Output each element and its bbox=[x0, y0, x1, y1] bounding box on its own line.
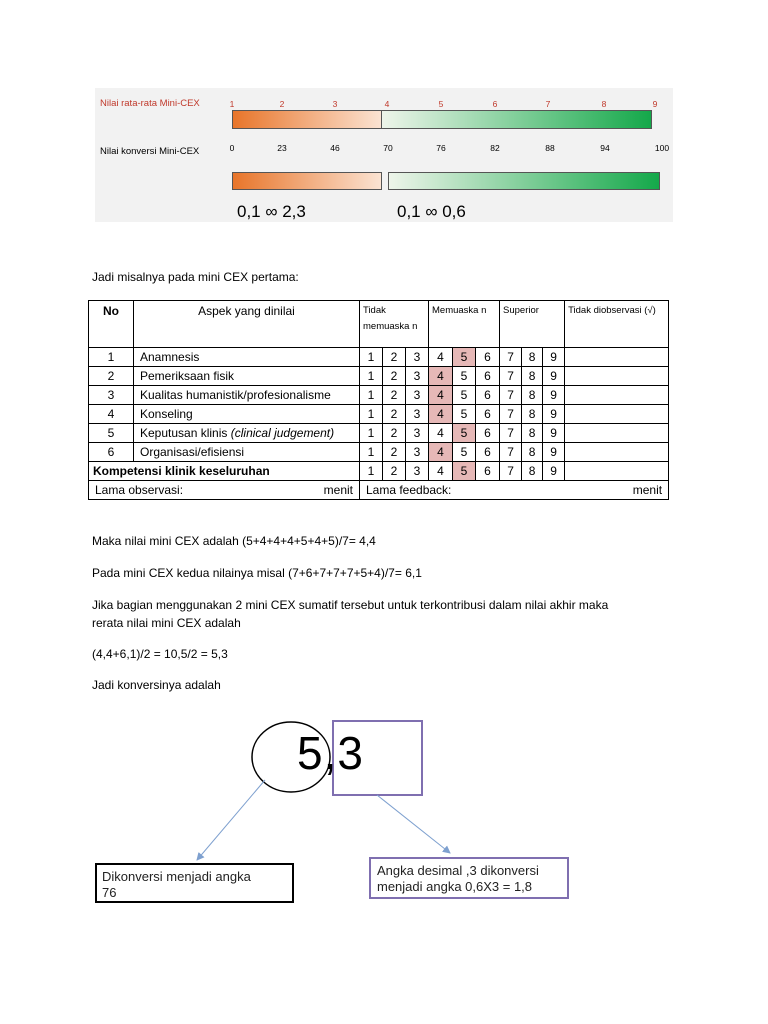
score-cell: 4 bbox=[429, 462, 453, 481]
not-observed-cell bbox=[565, 424, 669, 443]
left-box-line2: 76 bbox=[102, 885, 117, 900]
evaluation-table bbox=[88, 300, 669, 500]
score-cell: 9 bbox=[543, 386, 565, 405]
not-observed-cell bbox=[565, 462, 669, 481]
row-number: 1 bbox=[89, 348, 134, 367]
score-cell: 8 bbox=[522, 424, 543, 443]
score-cell-selected: 4 bbox=[429, 443, 453, 462]
score-cell: 7 bbox=[500, 367, 522, 386]
average-tick: 8 bbox=[601, 99, 607, 109]
header-aspek: Aspek yang dinilai bbox=[134, 301, 360, 348]
scale-bar-orange-bottom bbox=[232, 172, 382, 190]
score-cell: 2 bbox=[383, 424, 406, 443]
score-cell: 8 bbox=[522, 367, 543, 386]
row-number: 5 bbox=[89, 424, 134, 443]
row-aspect: Organisasi/efisiensi bbox=[134, 443, 360, 462]
table-row bbox=[89, 348, 669, 367]
not-observed-cell bbox=[565, 386, 669, 405]
score-cell: 3 bbox=[406, 462, 429, 481]
scale-bar-green-bottom bbox=[388, 172, 660, 190]
average-tick: 5 bbox=[438, 99, 444, 109]
intro-text: Jadi misalnya pada mini CEX pertama: bbox=[92, 270, 299, 284]
not-observed-cell bbox=[565, 443, 669, 462]
score-cell: 2 bbox=[383, 405, 406, 424]
score-cell: 4 bbox=[429, 424, 453, 443]
conversion-heading: Jadi konversinya adalah bbox=[92, 678, 221, 692]
observation-duration: menit Lama observasi: bbox=[89, 481, 360, 500]
header-no: No bbox=[89, 301, 134, 348]
big-number-integer: 5 bbox=[297, 727, 324, 779]
overall-label: Kompetensi klinik keseluruhan bbox=[89, 462, 360, 481]
score-cell: 9 bbox=[543, 462, 565, 481]
score-cell: 9 bbox=[543, 424, 565, 443]
score-cell: 9 bbox=[543, 348, 565, 367]
big-number bbox=[297, 726, 364, 780]
average-tick: 3 bbox=[332, 99, 338, 109]
converted-tick: 46 bbox=[330, 143, 340, 153]
score-cell: 8 bbox=[522, 462, 543, 481]
conversion-scale-figure bbox=[95, 88, 673, 222]
table-row bbox=[89, 443, 669, 462]
converted-tick: 100 bbox=[654, 143, 670, 153]
score-cell: 3 bbox=[406, 367, 429, 386]
average-tick: 9 bbox=[652, 99, 658, 109]
score-cell-selected: 5 bbox=[453, 424, 476, 443]
converted-score-label: Nilai konversi Mini-CEX bbox=[100, 146, 200, 157]
score-cell: 8 bbox=[522, 405, 543, 424]
score-cell: 1 bbox=[360, 443, 383, 462]
left-box-line1: Dikonversi menjadi angka bbox=[102, 869, 251, 884]
row-aspect: Anamnesis bbox=[134, 348, 360, 367]
explanation-line1: Jika bagian menggunakan 2 mini CEX sumatif tersebut untuk terkontribusi dalam nilai akhir maka bbox=[92, 598, 609, 612]
converted-tick: 0 bbox=[229, 143, 235, 153]
score-cell: 4 bbox=[429, 348, 453, 367]
header-tidak-diobservasi: Tidak diobservasi (√) bbox=[565, 301, 669, 348]
score-cell: 7 bbox=[500, 386, 522, 405]
big-number-decimal: ,3 bbox=[323, 727, 364, 779]
score-cell: 1 bbox=[360, 386, 383, 405]
calc-first: Maka nilai mini CEX adalah (5+4+4+4+5+4+5)/7= 4,4 bbox=[92, 534, 376, 548]
converted-tick: 82 bbox=[490, 143, 500, 153]
average-tick: 7 bbox=[545, 99, 551, 109]
converted-tick: 70 bbox=[383, 143, 393, 153]
score-cell: 7 bbox=[500, 405, 522, 424]
converted-tick: 94 bbox=[600, 143, 610, 153]
score-cell: 2 bbox=[383, 386, 406, 405]
average-tick: 2 bbox=[279, 99, 285, 109]
score-cell-selected: 4 bbox=[429, 367, 453, 386]
table-row bbox=[89, 386, 669, 405]
score-cell: 6 bbox=[476, 367, 500, 386]
not-observed-cell bbox=[565, 405, 669, 424]
score-cell: 5 bbox=[453, 405, 476, 424]
explanation-line2: rerata nilai mini CEX adalah bbox=[92, 616, 241, 630]
not-observed-cell bbox=[565, 367, 669, 386]
score-cell: 3 bbox=[406, 405, 429, 424]
arrow-right bbox=[377, 795, 450, 853]
calc-average: (4,4+6,1)/2 = 10,5/2 = 5,3 bbox=[92, 647, 228, 661]
score-cell: 1 bbox=[360, 348, 383, 367]
score-cell: 7 bbox=[500, 424, 522, 443]
row-number: 6 bbox=[89, 443, 134, 462]
score-cell: 3 bbox=[406, 443, 429, 462]
row-number: 3 bbox=[89, 386, 134, 405]
score-cell: 9 bbox=[543, 367, 565, 386]
right-box-line1: Angka desimal ,3 dikonversi bbox=[377, 863, 539, 878]
score-cell: 6 bbox=[476, 386, 500, 405]
average-tick: 4 bbox=[384, 99, 390, 109]
score-cell: 5 bbox=[453, 386, 476, 405]
row-number: 2 bbox=[89, 367, 134, 386]
score-cell: 2 bbox=[383, 443, 406, 462]
row-aspect: Konseling bbox=[134, 405, 360, 424]
score-cell: 1 bbox=[360, 367, 383, 386]
table-row bbox=[89, 367, 669, 386]
score-cell-selected: 5 bbox=[453, 462, 476, 481]
score-cell: 3 bbox=[406, 348, 429, 367]
arrow-left bbox=[197, 780, 265, 860]
average-tick: 6 bbox=[492, 99, 498, 109]
score-cell: 2 bbox=[383, 462, 406, 481]
feedback-duration: menit Lama feedback: bbox=[360, 481, 669, 500]
converted-tick: 76 bbox=[436, 143, 446, 153]
score-cell-selected: 4 bbox=[429, 405, 453, 424]
calc-second: Pada mini CEX kedua nilainya misal (7+6+7+7+7+5+4)/7= 6,1 bbox=[92, 566, 422, 580]
average-tick: 1 bbox=[229, 99, 235, 109]
header-memuaskan: Memuaska n bbox=[429, 301, 500, 348]
table-header-row bbox=[89, 301, 669, 348]
footer-row bbox=[89, 481, 669, 500]
left-box-text bbox=[102, 869, 251, 901]
score-cell: 6 bbox=[476, 424, 500, 443]
score-cell: 6 bbox=[476, 348, 500, 367]
score-cell: 2 bbox=[383, 348, 406, 367]
header-superior: Superior bbox=[500, 301, 565, 348]
score-cell: 8 bbox=[522, 386, 543, 405]
score-cell: 9 bbox=[543, 405, 565, 424]
formula-left: 0,1 ∞ 2,3 bbox=[237, 202, 306, 221]
converted-tick: 23 bbox=[277, 143, 287, 153]
score-cell: 6 bbox=[476, 443, 500, 462]
score-cell: 6 bbox=[476, 405, 500, 424]
score-cell: 2 bbox=[383, 367, 406, 386]
row-aspect: Pemeriksaan fisik bbox=[134, 367, 360, 386]
converted-score-ticks bbox=[95, 88, 673, 158]
not-observed-cell bbox=[565, 348, 669, 367]
average-score-label: Nilai rata-rata Mini-CEX bbox=[100, 98, 200, 109]
score-cell: 3 bbox=[406, 386, 429, 405]
score-cell: 8 bbox=[522, 443, 543, 462]
score-cell: 7 bbox=[500, 443, 522, 462]
score-cell: 1 bbox=[360, 424, 383, 443]
right-box-line2: menjadi angka 0,6X3 = 1,8 bbox=[377, 879, 533, 894]
table-row bbox=[89, 405, 669, 424]
converted-tick: 88 bbox=[545, 143, 555, 153]
score-cell: 1 bbox=[360, 462, 383, 481]
row-number: 4 bbox=[89, 405, 134, 424]
score-cell-selected: 5 bbox=[453, 348, 476, 367]
table-row bbox=[89, 424, 669, 443]
score-cell: 5 bbox=[453, 367, 476, 386]
formula-right: 0,1 ∞ 0,6 bbox=[397, 202, 466, 221]
score-cell: 9 bbox=[543, 443, 565, 462]
score-cell: 3 bbox=[406, 424, 429, 443]
score-cell: 6 bbox=[476, 462, 500, 481]
row-aspect: Kualitas humanistik/profesionalisme bbox=[134, 386, 360, 405]
score-cell: 7 bbox=[500, 348, 522, 367]
overall-row bbox=[89, 462, 669, 481]
score-cell: 7 bbox=[500, 462, 522, 481]
right-box-text bbox=[377, 863, 539, 895]
score-cell: 1 bbox=[360, 405, 383, 424]
score-cell: 8 bbox=[522, 348, 543, 367]
score-cell-selected: 4 bbox=[429, 386, 453, 405]
row-aspect: Keputusan klinis (clinical judgement) bbox=[134, 424, 360, 443]
score-cell: 5 bbox=[453, 443, 476, 462]
header-tidak-memuaskan: Tidak memuaska n bbox=[360, 301, 429, 348]
